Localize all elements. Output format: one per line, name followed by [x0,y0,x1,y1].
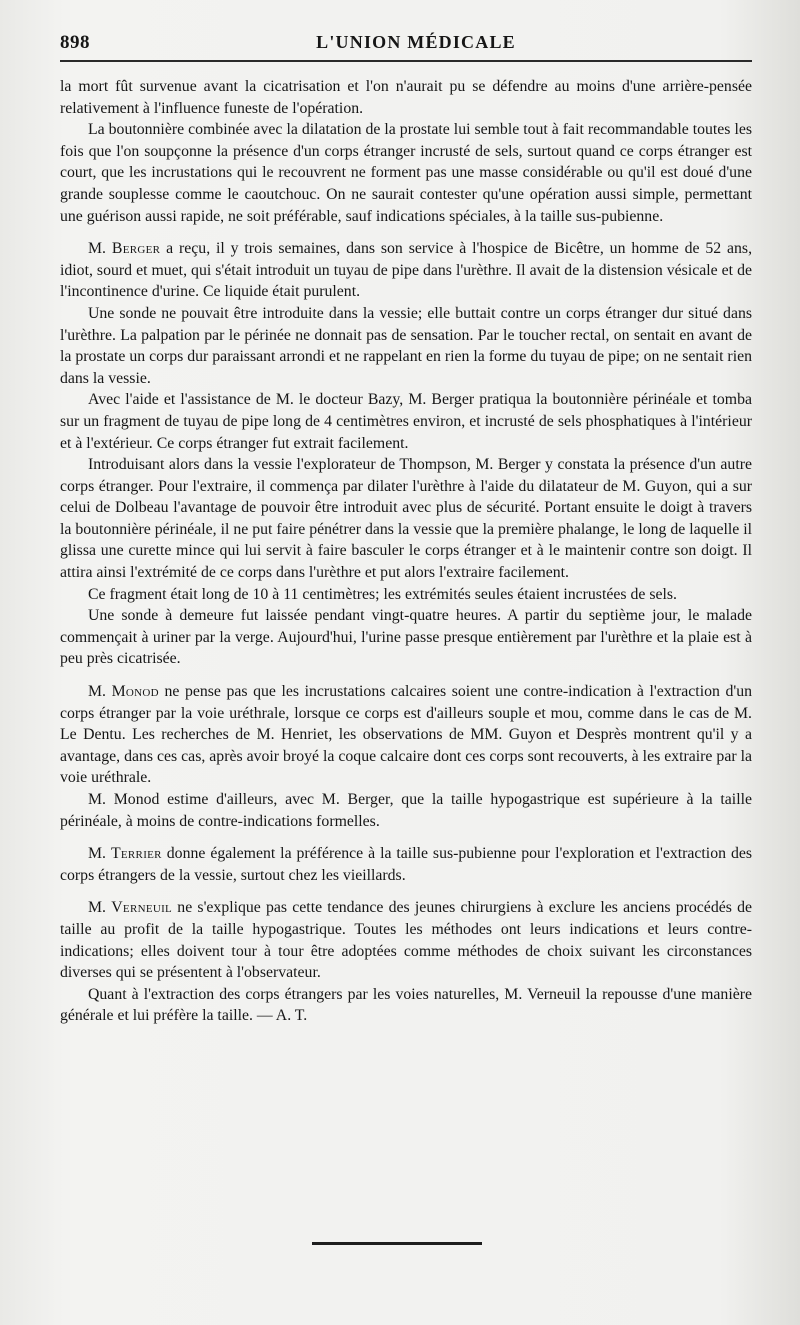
paragraph-text: la mort fût survenue avant la cicatrisation et l'on n'aurait pu se défendre au moins d'une arrière-pensée relativement à l'influence funeste de l'opération. [60,78,752,117]
paragraph [60,605,752,670]
speaker-paragraph [60,238,752,303]
speaker-name: Verneuil [111,899,173,917]
paragraph [60,303,752,389]
end-rule [312,1242,482,1245]
journal-title: L'UNION MÉDICALE [316,32,516,52]
page-number: 898 [60,32,90,53]
paragraph-text: Quant à l'extraction des corps étrangers par les voies naturelles, M. Verneuil la repousse d'une manière générale et lui préfère la taille. — A. T. [60,985,752,1025]
paragraph-text: M. Monod estime d'ailleurs, avec M. Berger, que la taille hypogastrique est supérieure à la taille périnéale, à moins de contre-indications formelles. [60,791,752,830]
paragraph [60,454,752,584]
speaker-name: Berger [111,240,161,258]
paragraph-text: La boutonnière combinée avec la dilatation de la prostate lui semble tout à fait recommandable toutes les fois que l'on soupçonne la présence d'un corps étranger incrusté de sels, surtout quand ce corps étranger est court, que les incrustations qui le recouvrent ne forment pas une masse considérable ou qu'il est doué d'une grande souplesse comme le caoutchouc. On ne saurait contester qu'une opération aussi simple, permettant une guérison aussi rapide, ne soit préférable, sauf indications spéciales, à la taille sus-pubienne. [60,121,752,225]
paragraph-text: Introduisant alors dans la vessie l'explorateur de Thompson, M. Berger y constata la présence d'un autre corps étranger. Pour l'extraire, il commença par dilater l'urèthre à l'aide du dilatateur de M. Guyon, qui a sur celui de Dolbeau l'avantage de pouvoir être introduit avec plus de sécurité. Portant ensuite le doigt à travers la boutonnière périnéale, il ne put faire pénétrer dans la vessie que la première phalange, le long de laquelle il glissa une curette mince qui lui servit à faire basculer le corps étranger et à le maintenir contre son doigt. Il attira ainsi l'extrémité de ce corps dans l'urèthre et put alors l'extraire facilement. [60,456,752,582]
speaker-paragraph [60,897,752,983]
paragraph [60,789,752,832]
paragraph [60,389,752,454]
running-head [60,26,752,62]
speaker-prefix: M. [88,899,106,917]
speaker-prefix: M. [88,240,106,258]
paragraph [60,76,752,119]
speaker-paragraph [60,681,752,789]
paragraph-text: ne pense pas que les incrustations calcaires soient une contre-indication à l'extraction d'un corps étranger par la voie uréthrale, lorsque ce corps est d'ailleurs souple et mou, comme dans le cas de M. Le Dentu. Les recherches de M. Henriet, les observations de MM. Guyon et Desprès montrent qu'il y a avantage, dans ces cas, après avoir broyé la coque calcaire dont ces corps sont recouverts, à les extraire par la voie uréthrale. [60,683,752,787]
paragraph-text: ne s'explique pas cette tendance des jeunes chirurgiens à exclure les anciens procédés de taille au profit de la taille hypogastrique. Toutes les méthodes ont leurs indications et leurs contre-indications; elles doivent tour à tour être adoptées comme méthodes de choix suivant les circonstances diverses qui se présentent à l'observateur. [60,899,752,982]
speaker-paragraph [60,843,752,886]
paragraph-text: donne également la préférence à la taille sus-pubienne pour l'exploration et l'extraction des corps étrangers de la vessie, surtout chez les vieillards. [60,845,752,884]
paragraph-text: Une sonde à demeure fut laissée pendant vingt-quatre heures. A partir du septième jour, le malade commençait à uriner par la verge. Aujourd'hui, l'urine passe presque entièrement par l'urèthre et la plaie est à peu près cicatrisée. [60,607,752,668]
paragraph-text: a reçu, il y trois semaines, dans son service à l'hospice de Bicêtre, un homme de 52 ans, idiot, sourd et muet, qui s'était introduit un tuyau de pipe dans l'urèthre. Il avait de la distension vésicale et de l'incontinence d'urine. Ce liquide était purulent. [60,240,753,301]
speaker-name: Terrier [110,845,162,863]
speaker-prefix: M. [88,683,106,701]
article-body [60,76,752,1027]
speaker-name: Monod [111,683,159,701]
paragraph-text: Une sonde ne pouvait être introduite dans la vessie; elle buttait contre un corps étranger dur situé dans l'urèthre. La palpation par le périnée ne donnait pas de sensation. Par le toucher rectal, on sentait en avant de la prostate un corps dur paraissant arrondi et ne rappelant en rien la forme du tuyau de pipe; on ne sentait rien dans la vessie. [60,304,752,387]
paragraph [60,119,752,227]
paragraph-text: Ce fragment était long de 10 à 11 centimètres; les extrémités seules étaient incrustées de sels. [88,585,677,603]
paragraph [60,984,752,1027]
paragraph [60,584,752,606]
paragraph-text: Avec l'aide et l'assistance de M. le docteur Bazy, M. Berger pratiqua la boutonnière périnéale et tomba sur un fragment de tuyau de pipe long de 4 centimètres environ, et incrusté de sels phosphatiques à l'intérieur et à l'extérieur. Ce corps étranger fut extrait facilement. [60,391,752,452]
speaker-prefix: M. [88,845,106,863]
